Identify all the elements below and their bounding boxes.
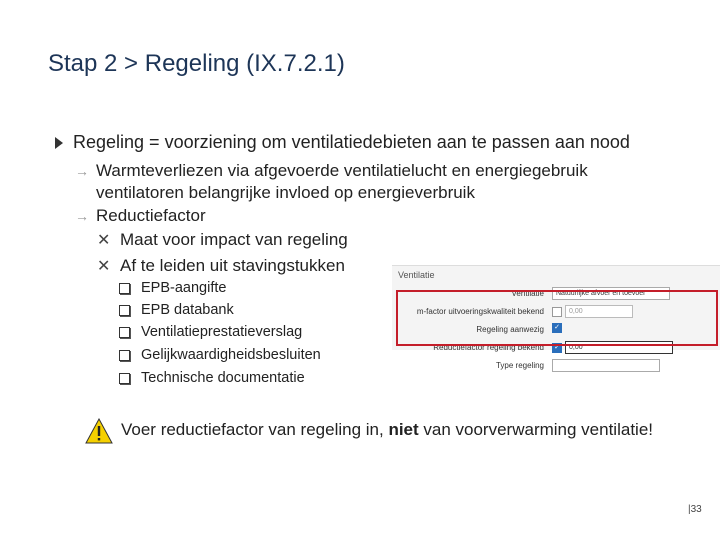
- square-bullet-icon: [119, 327, 130, 338]
- form-label: Regeling aanwezig: [476, 325, 544, 334]
- source-item-text: Ventilatieprestatieverslag: [141, 324, 303, 340]
- source-item: [141, 370, 305, 386]
- source-item: [141, 347, 321, 363]
- warning-text-post: van voorverwarming ventilatie!: [418, 420, 653, 439]
- square-bullet-icon: [119, 283, 130, 294]
- cross-bullet-icon: ✕: [97, 232, 111, 249]
- highlight-box: [396, 290, 718, 346]
- square-bullet-icon: [119, 350, 130, 361]
- warning-text-bold: niet: [388, 420, 419, 439]
- sub-bullet-line-1: Warmteverliezen via afgevoerde ventilatielucht en energiegebruik: [96, 161, 588, 180]
- warning-text: [121, 419, 661, 441]
- m-factor-input[interactable]: 0,00: [565, 305, 633, 318]
- main-bullet-text: Regeling = voorziening om ventilatiedebieten aan te passen aan nood: [73, 132, 630, 152]
- sub-bullet-reductiefactor: [75, 205, 206, 227]
- form-label: m-factor uitvoeringskwaliteit bekend: [416, 307, 544, 316]
- source-item-text: EPB databank: [141, 302, 234, 318]
- cross-bullet-icon: ✕: [97, 258, 111, 275]
- source-item-text: EPB-aangifte: [141, 280, 227, 296]
- source-item-text: Gelijkwaardigheidsbesluiten: [141, 347, 321, 363]
- item-maat: [97, 230, 348, 250]
- arrow-bullet-icon: →: [75, 208, 89, 224]
- sub-bullet-reductiefactor-text: Reductiefactor: [96, 206, 206, 225]
- source-item: [141, 280, 226, 296]
- reductiefactor-checkbox[interactable]: ✓: [552, 343, 562, 353]
- item-maat-text: Maat voor impact van regeling: [120, 230, 348, 249]
- item-afleiden-text: Af te leiden uit stavingstukken: [120, 256, 345, 275]
- square-bullet-icon: [119, 305, 130, 316]
- square-bullet-icon: [119, 373, 130, 384]
- slide-title: Stap 2 > Regeling (IX.7.2.1): [48, 50, 345, 77]
- regeling-aanwezig-checkbox[interactable]: ✓: [552, 323, 562, 333]
- sub-bullet-line-2: ventilatoren belangrijke invloed op energieverbruik: [96, 183, 475, 202]
- form-label: Ventilatie: [511, 289, 544, 298]
- form-label: Reductiefactor regeling bekend: [433, 343, 544, 352]
- reductiefactor-input[interactable]: 0,00: [565, 341, 673, 354]
- triangle-bullet-icon: [55, 137, 63, 149]
- form-label: Type regeling: [495, 361, 544, 370]
- source-item: [141, 302, 234, 318]
- type-regeling-select[interactable]: [552, 359, 660, 372]
- source-item: [141, 324, 302, 340]
- arrow-bullet-icon: →: [75, 163, 89, 179]
- form-section-title: Ventilatie: [398, 270, 435, 280]
- warning-text-pre: Voer reductiefactor van regeling in,: [121, 420, 389, 439]
- form-row-type-regeling: [392, 358, 720, 373]
- source-item-text: Technische documentatie: [141, 370, 305, 386]
- ventilatie-select[interactable]: Natuurlijke afvoer en toevoer: [552, 287, 670, 300]
- item-afleiden: [97, 256, 345, 276]
- sub-bullet-warmteverliezen: [75, 160, 588, 204]
- warning-icon: [85, 418, 113, 444]
- page-number: |33: [688, 504, 702, 515]
